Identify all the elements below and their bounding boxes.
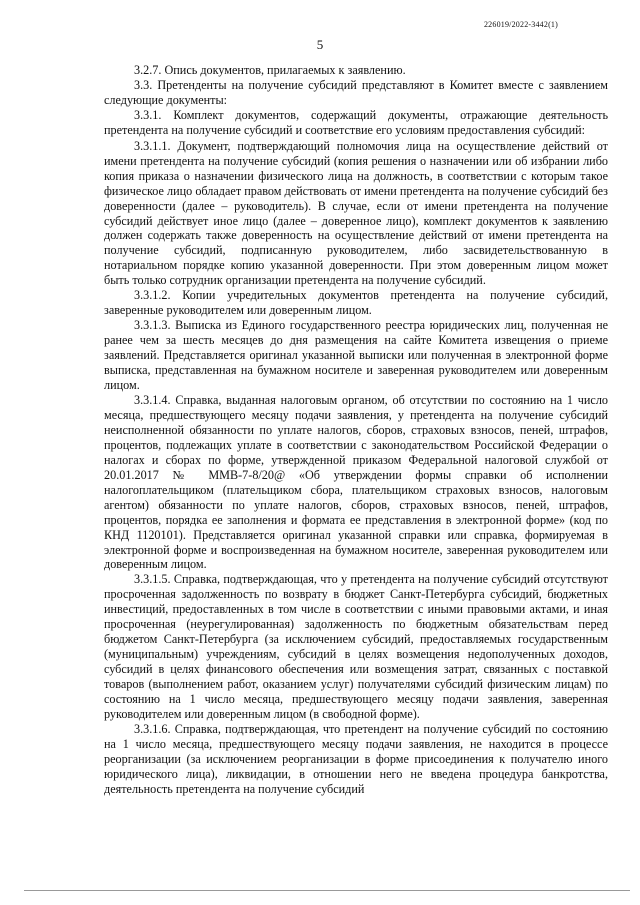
paragraph-3-3-1-3: 3.3.1.3. Выписка из Единого государственного реестра юридических лиц, полученная не ранее чем за шесть месяцев до дня размещения на сайте Комитета извещения о приеме заявлений. Представляется оригинал указанной выписки или полученная в электронной форме выписка, представленная на бумажном носителе и заверенная руководителем или доверенным лицом. — [104, 318, 608, 393]
paragraph-3-3-1-1: 3.3.1.1. Документ, подтверждающий полномочия лица на осуществление действий от имени претендента на получение субсидий (копия решения о назначении или об избрании либо копия приказа о назначении физического лица на должность, в соответствии с которым такое физическое лицо обладает правом действовать от имени претендента на получение субсидий без доверенности (далее – руководитель). В случае, если от имени претендента на получение субсидий действует иное лицо (далее – доверенное лицо), комплект документов к заявлению должен содержать также доверенность на осуществление действий от имени претендента на получение субсидий, подписанную руководителем, либо засвидетельствованную в нотариальном порядке копию указанной доверенности. При этом доверенным лицом может быть только сотрудник организации претендента на получение субсидий. — [104, 138, 608, 288]
paragraph-3-3-1: 3.3.1. Комплект документов, содержащий документы, отражающие деятельность претендента на получение субсидий и соответствие его условиям предоставления субсидий: — [104, 107, 608, 137]
document-body — [104, 63, 608, 797]
page-number: 5 — [316, 37, 324, 52]
paragraph-3-3-1-5: 3.3.1.5. Справка, подтверждающая, что у претендента на получение субсидий отсутствуют просроченная задолженность по возврату в бюджет Санкт-Петербурга субсидий, бюджетных инвестиций, предоставленных в том числе в соответствии с иными правовыми актами, и иная просроченная (неурегулированная) задолженность по бюджетным обязательствам перед бюджетом Санкт-Петербурга (за исключением субсидий, предоставляемых государственным (муниципальным) учреждениям, субсидий в целях возмещения недополученных доходов, субсидий в целях финансового обеспечения или возмещения затрат, связанных с поставкой товаров (выполнением работ, оказанием услуг) получателями субсидий физическим лицам) по состоянию на 1 число месяца, предшествующего месяцу подачи заявления, заверенная руководителем или доверенным лицом (в свободной форме). — [104, 572, 608, 721]
paragraph-3-3-1-2: 3.3.1.2. Копии учредительных документов претендента на получение субсидий, заверенные руководителем или доверенным лицом. — [104, 288, 608, 318]
paragraph-3-3-1-6: 3.3.1.6. Справка, подтверждающая, что претендент на получение субсидий по состоянию на 1 число месяца, предшествующего месяцу подачи заявления, не находится в процессе реорганизации (за исключением реорганизации в форме присоединения к получателю иного юридического лица), ликвидации, в отношении него не введена процедура банкротства, деятельность претендента на получение субсидий — [104, 721, 608, 796]
document-reference-number: 226019/2022-3442(1) — [483, 20, 558, 29]
paragraph-3-2-7: 3.2.7. Опись документов, прилагаемых к заявлению. — [134, 63, 406, 77]
paragraph-3-3-1-4: 3.3.1.4. Справка, выданная налоговым органом, об отсутствии по состоянию на 1 число месяца, предшествующего месяцу подачи заявления, у претендента на получение субсидий неисполненной обязанности по уплате налогов, сборов, страховых взносов, пеней, штрафов, процентов, подлежащих уплате в соответствии с законодательством Российской Федерации о налогах и сборах по форме, утвержденной приказом Федеральной налоговой службой от 20.01.2017 № ММВ-7-8/20@ «Об утверждении формы справки об исполнении налогоплательщиком (плательщиком сбора, плательщиком страховых взносов, налоговым агентом) обязанности по уплате налогов, сборов, страховых взносов, пеней, штрафов, процентов, порядка ее заполнения и формата ее представления в электронной форме» (код по КНД 1120101). Представляется оригинал указанной справки или справка, формируемая в электронной форме и воспроизведенная на бумажном носителе, заверенная руководителем или доверенным лицом. — [104, 392, 608, 572]
page-bottom-divider — [24, 890, 630, 891]
paragraph-3-3: 3.3. Претенденты на получение субсидий представляют в Комитет вместе с заявлением следующие документы: — [104, 77, 608, 107]
